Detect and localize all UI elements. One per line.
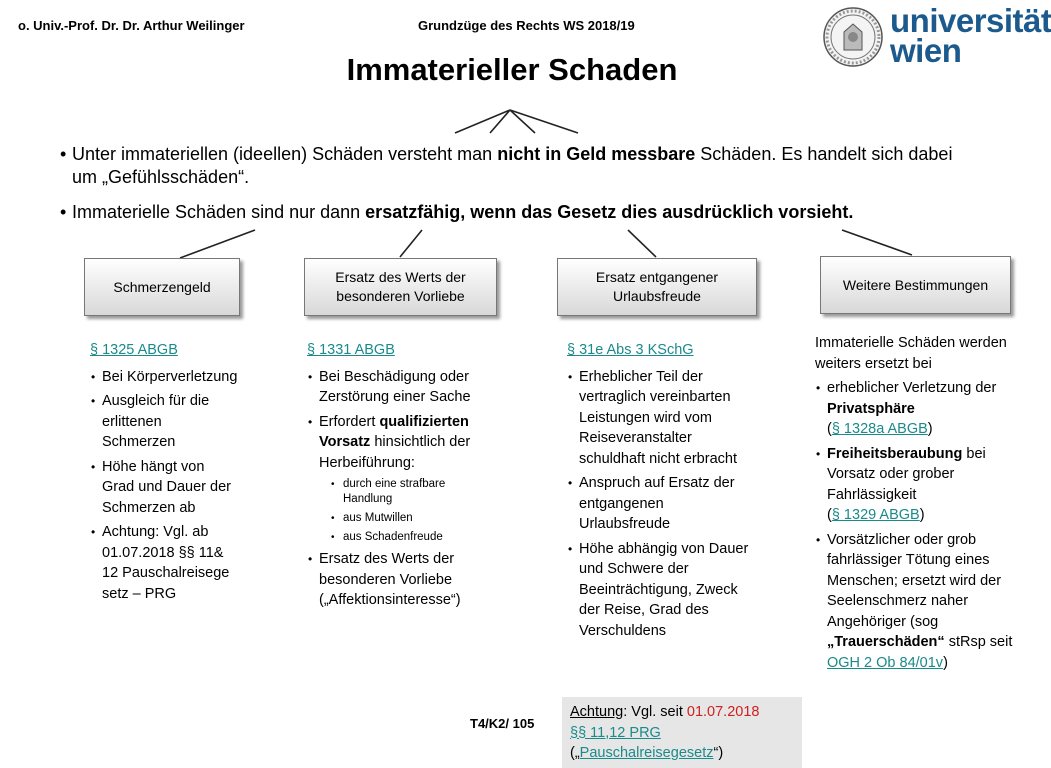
column-intro: Immaterielle Schäden werden weiters ersetzt bei xyxy=(815,335,1007,372)
logo-line-1: universität xyxy=(890,2,1051,39)
sub-list-item: • aus Schadenfreude xyxy=(319,530,495,545)
course-title: Grundzüge des Rechts WS 2018/19 xyxy=(418,18,635,33)
note-achtung: Achtung xyxy=(570,704,624,720)
box-urlaubsfreude: Ersatz entgangener Urlaubsfreude xyxy=(557,258,757,316)
list-item: • Höhe abhängig von Dauer und Schwere der Beeinträchtigung, Zweck der Reise, Grad des Verschuldens xyxy=(567,539,757,642)
list-item: • Achtung: Vgl. ab 01.07.2018 §§ 11& 12 Pauschalreisege setz – PRG xyxy=(90,522,238,604)
link-31e-kschg[interactable]: § 31e Abs 3 KSchG xyxy=(567,342,694,358)
column-urlaubsfreude xyxy=(567,340,757,645)
link-prg[interactable]: §§ 11,12 PRG xyxy=(570,724,661,741)
link-pauschalreisegesetz[interactable]: Pauschalreisegesetz xyxy=(579,745,714,761)
box-weitere-bestimmungen: Weitere Bestimmungen xyxy=(820,256,1011,314)
link-1325-abgb[interactable]: § 1325 ABGB xyxy=(90,342,178,358)
list-item: • erheblicher Verletzung der Privatsphäre (§ 1328a ABGB) xyxy=(815,378,1015,440)
link-1328a-abgb[interactable]: § 1328a ABGB xyxy=(831,421,928,437)
list-item: • Erfordert qualifizierten Vorsatz hinsichtlich der Herbeiführung: • durch eine strafbare Handlung • aus Mutwillen • aus Schadenfreude xyxy=(307,412,495,546)
column-vorliebe xyxy=(307,340,495,615)
link-1331-abgb[interactable]: § 1331 ABGB xyxy=(307,342,395,358)
list-item: • Freiheitsberaubung bei Vorsatz oder grober Fahrlässigkeit (§ 1329 ABGB) xyxy=(815,444,1015,526)
link-1329-abgb[interactable]: § 1329 ABGB xyxy=(831,507,920,523)
link-ogh-2-ob[interactable]: OGH 2 Ob 84/01v xyxy=(827,654,944,671)
intro-paragraph-1: • Unter immateriellen (ideellen) Schäden versteht man nicht in Geld messbare Schäden. Es handelt sich dabei um „Gefühlsschäden“. xyxy=(60,144,953,187)
list-item: • Anspruch auf Ersatz der entgangenen Urlaubsfreude xyxy=(567,473,757,535)
page-title: Immaterieller Schaden xyxy=(346,52,678,87)
bullet-icon: • xyxy=(60,144,67,164)
author-name: o. Univ.-Prof. Dr. Dr. Arthur Weilinger xyxy=(18,18,245,33)
list-item: • Ausgleich für die erlittenen Schmerzen xyxy=(90,391,238,453)
box-vorliebe: Ersatz des Werts der besonderen Vorliebe xyxy=(304,258,497,316)
list-item: • Ersatz des Werts der besonderen Vorliebe („Affektionsinteresse“) xyxy=(307,549,495,611)
note-box: Achtung: Vgl. seit 01.07.2018 §§ 11,12 PRG („Pauschalreisegesetz“) xyxy=(562,697,802,768)
intro-paragraph-2: • Immaterielle Schäden sind nur dann ersatzfähig, wenn das Gesetz dies ausdrücklich vorsieht. xyxy=(60,202,854,222)
column-schmerzengeld xyxy=(90,340,238,608)
slide-number: T4/K2/ 105 xyxy=(470,716,535,731)
list-item: • Erheblicher Teil der vertraglich vereinbarten Leistungen wird vom Reiseveranstalter schuldhaft nicht erbracht xyxy=(567,367,757,470)
sub-list-item: • aus Mutwillen xyxy=(319,511,495,526)
list-item: • Vorsätzlicher oder grob fahrlässiger Tötung eines Menschen; ersetzt wird der Seelenschmerz naher Angehöriger (sog „Trauerschäden“ stRsp seit OGH 2 Ob 84/01v) xyxy=(815,530,1015,674)
note-date: 01.07.2018 xyxy=(686,704,760,720)
list-item: • Bei Körperverletzung xyxy=(90,367,238,388)
box-schmerzengeld: Schmerzengeld xyxy=(84,258,240,316)
list-item: • Bei Beschädigung oder Zerstörung einer Sache xyxy=(307,367,495,408)
bullet-icon: • xyxy=(60,202,67,222)
logo-line-2: wien xyxy=(890,32,962,69)
column-weitere xyxy=(815,333,1015,677)
sub-list-item: • durch eine strafbare Handlung xyxy=(319,477,495,507)
list-item: • Höhe hängt von Grad und Dauer der Schmerzen ab xyxy=(90,457,238,519)
